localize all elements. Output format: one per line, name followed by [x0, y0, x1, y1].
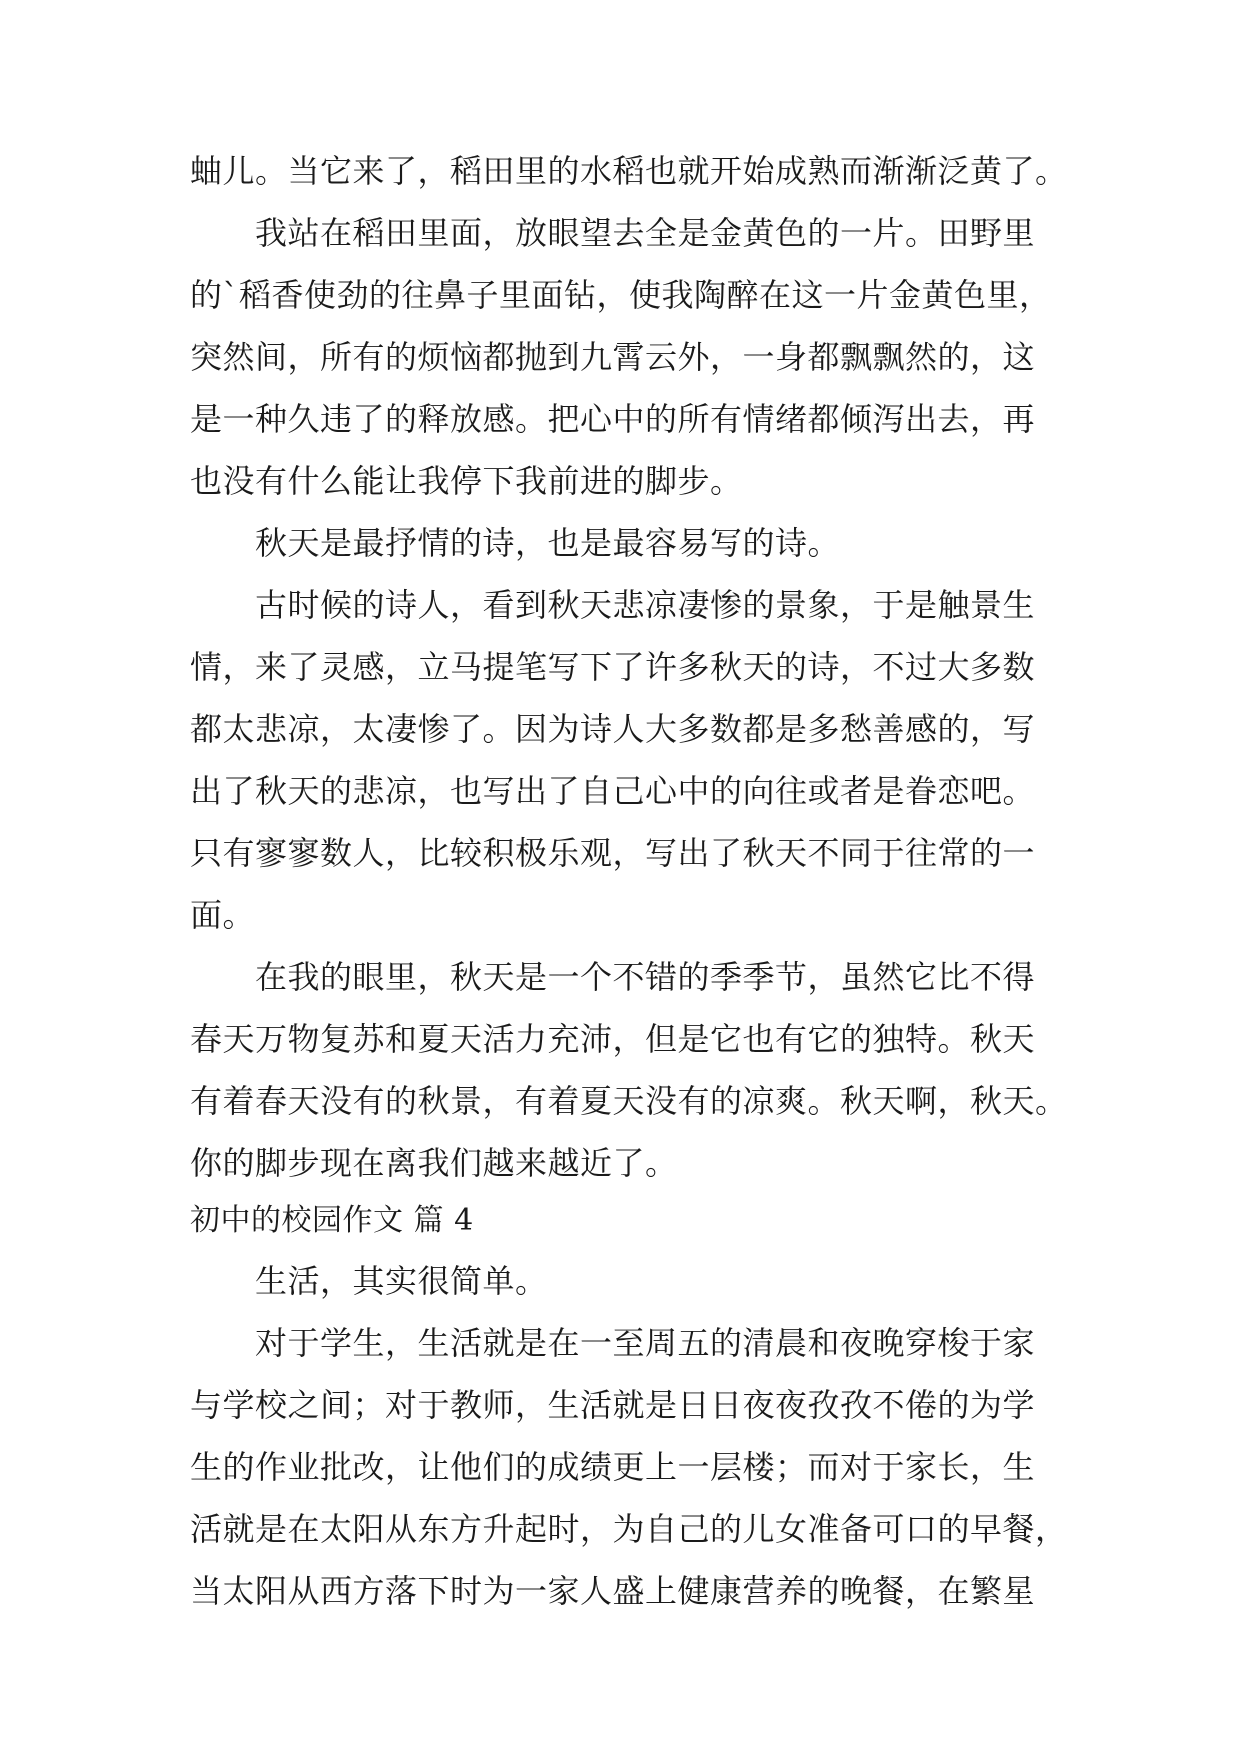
section-heading: 初中的校园作文 篇 4	[190, 1203, 474, 1238]
text-line: 突然间，所有的烦恼都抛到九霄云外，一身都飘飘然的，这	[190, 338, 1036, 376]
text-line: 只有寥寥数人，比较积极乐观，写出了秋天不同于往常的一	[190, 834, 1036, 872]
text-line: 你的脚步现在离我们越来越近了。	[190, 1144, 678, 1182]
text-line: 是一种久违了的释放感。把心中的所有情绪都倾泻出去，再	[190, 400, 1036, 438]
text-line: 蚰儿。当它来了，稻田里的水稻也就开始成熟而渐渐泛黄了。	[190, 152, 1068, 190]
text-line: 出了秋天的悲凉，也写出了自己心中的向往或者是眷恋吧。	[190, 772, 1036, 810]
paragraph-start: 秋天是最抒情的诗，也是最容易写的诗。	[255, 524, 841, 562]
paragraph-start: 对于学生，生活就是在一至周五的清晨和夜晚穿梭于家	[255, 1324, 1036, 1362]
paragraph-start: 我站在稻田里面，放眼望去全是金黄色的一片。田野里	[255, 214, 1036, 252]
text-line: 当太阳从西方落下时为一家人盛上健康营养的晚餐，在繁星	[190, 1572, 1036, 1610]
paragraph-start: 古时候的诗人，看到秋天悲凉凄惨的景象，于是触景生	[255, 586, 1036, 624]
text-line: 也没有什么能让我停下我前进的脚步。	[190, 462, 743, 500]
text-line: 面。	[190, 896, 256, 934]
paragraph-start: 生活，其实很简单。	[255, 1262, 548, 1300]
text-line: 的`稻香使劲的往鼻子里面钻，使我陶醉在这一片金黄色里，	[190, 276, 1052, 314]
paragraph-start: 在我的眼里，秋天是一个不错的季季节，虽然它比不得	[255, 958, 1036, 996]
text-line: 春天万物复苏和夏天活力充沛，但是它也有它的独特。秋天	[190, 1020, 1036, 1058]
text-line: 生的作业批改，让他们的成绩更上一层楼；而对于家长，生	[190, 1448, 1036, 1486]
text-line: 都太悲凉，太凄惨了。因为诗人大多数都是多愁善感的，写	[190, 710, 1036, 748]
text-line: 情，来了灵感，立马提笔写下了许多秋天的诗，不过大多数	[190, 648, 1036, 686]
text-line: 活就是在太阳从东方升起时，为自己的儿女准备可口的早餐，	[190, 1510, 1068, 1548]
text-line: 与学校之间；对于教师，生活就是日日夜夜孜孜不倦的为学	[190, 1386, 1036, 1424]
text-line: 有着春天没有的秋景，有着夏天没有的凉爽。秋天啊，秋天。	[190, 1082, 1068, 1120]
